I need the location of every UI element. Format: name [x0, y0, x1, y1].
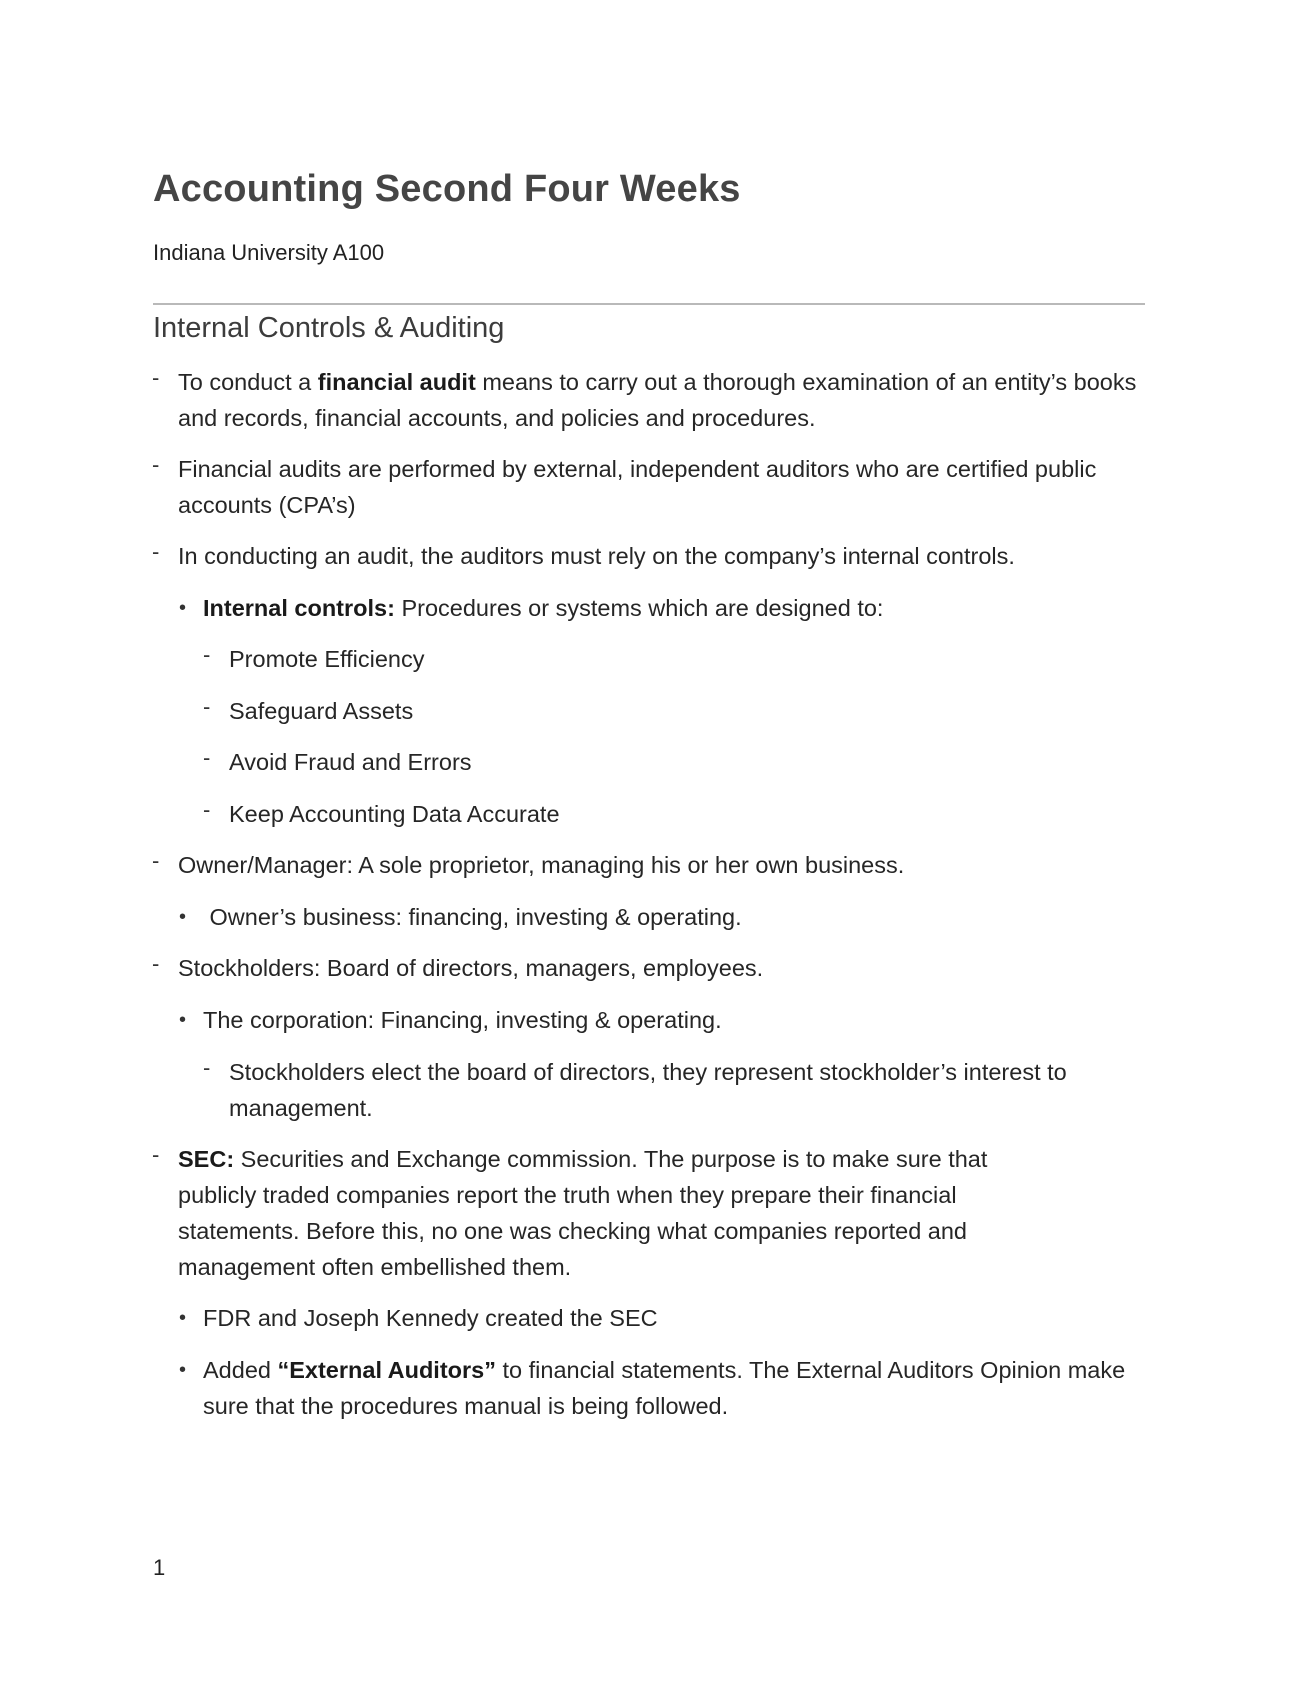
- list-item-internal-controls-definition: [179, 590, 1146, 626]
- dash-marker: -: [152, 452, 160, 477]
- bullet-marker: •: [179, 1307, 187, 1329]
- dash-marker: -: [203, 642, 211, 667]
- list-item-owner-manager: [152, 847, 1146, 883]
- list-item-avoid-fraud: [203, 744, 1146, 780]
- item-text: Stockholders: Board of directors, managers, employees.: [178, 955, 764, 981]
- item-text: Avoid Fraud and Errors: [229, 749, 472, 775]
- dash-marker: -: [152, 539, 160, 564]
- bullet-marker: •: [179, 906, 187, 928]
- document-title: Accounting Second Four Weeks: [153, 168, 741, 210]
- dash-marker: -: [152, 848, 160, 873]
- horizontal-divider: [153, 303, 1145, 305]
- list-item-promote-efficiency: [203, 641, 1146, 677]
- dash-marker: -: [152, 1142, 160, 1167]
- bullet-marker: •: [179, 1359, 187, 1381]
- list-item-corporation: [179, 1002, 1146, 1038]
- bullet-marker: •: [179, 597, 187, 619]
- item-text: Owner’s business: financing, investing & operating.: [203, 904, 742, 930]
- list-item-financial-audit: [152, 364, 1138, 436]
- list-item-keep-data-accurate: [203, 796, 1146, 832]
- list-item-sec: [152, 1141, 1048, 1285]
- list-item-internal-controls-reliance: [152, 538, 1146, 574]
- item-text: FDR and Joseph Kennedy created the SEC: [203, 1305, 658, 1331]
- list-item-stockholders: [152, 950, 1146, 986]
- item-text: Promote Efficiency: [229, 646, 425, 672]
- item-text: To conduct a financial audit means to carry out a thorough examination of an entity’s books and records, financial accounts, and policies and procedures.: [178, 369, 1137, 431]
- list-item-stockholders-elect: [203, 1054, 1134, 1126]
- dash-marker: -: [203, 797, 211, 822]
- item-text: Added “External Auditors” to financial statements. The External Auditors Opinion make sure that the procedures manual is being followed.: [203, 1357, 1126, 1419]
- item-text: Internal controls: Procedures or systems which are designed to:: [203, 595, 884, 621]
- dash-marker: -: [203, 745, 211, 770]
- item-text: Keep Accounting Data Accurate: [229, 801, 560, 827]
- item-text: Safeguard Assets: [229, 698, 414, 724]
- dash-marker: -: [152, 365, 160, 390]
- dash-marker: -: [152, 951, 160, 976]
- dash-marker: -: [203, 1055, 211, 1080]
- item-text: Stockholders elect the board of directors, they represent stockholder’s interest to management.: [229, 1059, 1067, 1121]
- bullet-marker: •: [179, 1009, 187, 1031]
- document-subtitle: Indiana University A100: [153, 240, 385, 265]
- item-text: SEC: Securities and Exchange commission. The purpose is to make sure that publicly traded companies report the truth when they prepare their financial statements. Before this, no one was checking what companies reported and management often embellished them.: [178, 1146, 988, 1280]
- list-item-external-auditors: [179, 1352, 1133, 1424]
- item-text: In conducting an audit, the auditors must rely on the company’s internal controls.: [178, 543, 1015, 569]
- list-item-owners-business: [179, 899, 1146, 935]
- dash-marker: -: [203, 694, 211, 719]
- section-heading: Internal Controls & Auditing: [153, 312, 505, 344]
- list-item-safeguard-assets: [203, 693, 1146, 729]
- list-item-fdr-kennedy: [179, 1300, 1146, 1336]
- item-text: Owner/Manager: A sole proprietor, managing his or her own business.: [178, 852, 905, 878]
- item-text: Financial audits are performed by external, independent auditors who are certified public accounts (CPA’s): [178, 456, 1097, 518]
- item-text: The corporation: Financing, investing & operating.: [203, 1007, 722, 1033]
- list-item-financial-audits-performed: [152, 451, 1108, 523]
- page-number: 1: [153, 1555, 166, 1580]
